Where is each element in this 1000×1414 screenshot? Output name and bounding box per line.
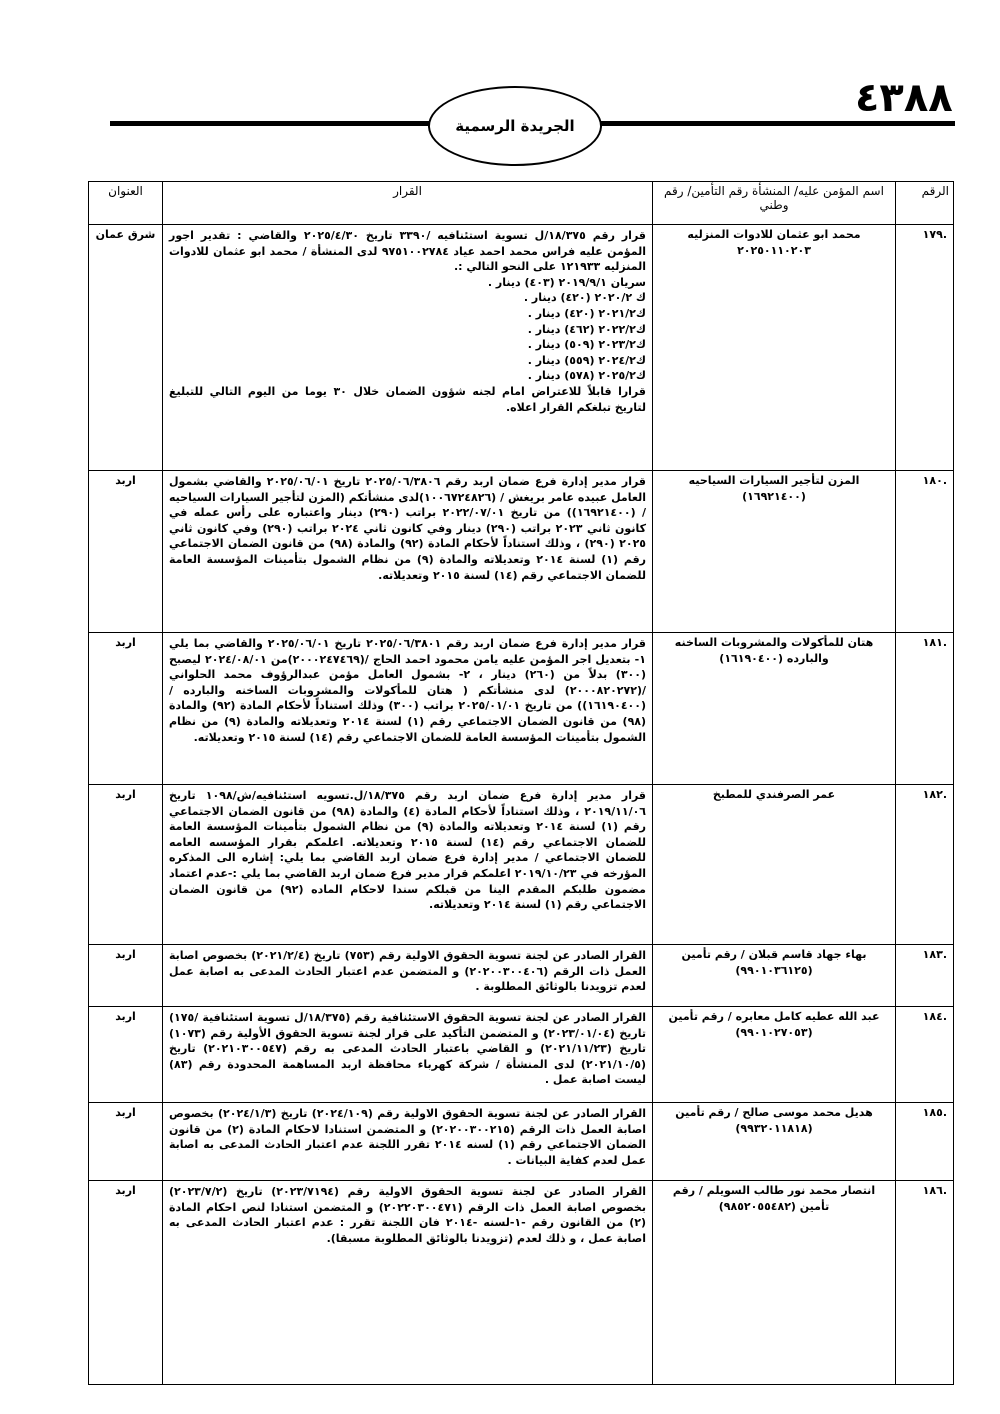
header-name: اسم المؤمن عليه/ المنشأة رقم التأمين/ رقم وطني (653, 182, 896, 225)
decision-line: قرار رقم ١٨/٣٧٥/ل تسوية استئنافيه /٣٣٩٠ تاريخ ٢٠٢٥/٤/٣٠ والقاضي : تقدير اجور المؤمن عليه فراس محمد احمد عياد ٩٧٥١٠٠٢٧٨٤ لدى المنشأة / محمد ابو عثمان للادوات المنزليه ١٢١٩٣٣ على النحو التالي :. (169, 229, 646, 274)
row-number: .١٧٩ (896, 225, 954, 471)
decision-text: قرار مدير إدارة فرع ضمان اربد رقم ٢٠٢٥/٠٦/٣٨٠٦ تاريخ ٢٠٢٥/٠٦/٠١ والقاضي بشمول العامل عبيده عامر بريغش / (١٠٠٦٧٢٤٨٢٦)لدى منشأتكم (المزن لتأجير السيارات السياحيه / (١٦٩٢١٤٠٠)) من تاريخ ٢٠٢٢/٠٧/٠١ براتب (٢٩٠) دينار واعتباره على رأس عمله في كانون ثاني ٢٠٢٣ براتب (٢٩٠) دينار وفي كانون ثاني ٢٠٢٤ براتب (٢٩٠) وفي كانون ثاني ٢٠٢٥ (٢٩٠) ، وذلك استناداً لأحكام المادة (٩٢) والمادة (٩٨) من قانون الضمان الاجتماعي رقم (١) لسنة ٢٠١٤ وتعديلاته والمادة (٩) من نظام الشمول بتأمينات المؤسسة العامة للضمان الاجتماعي رقم (١٤) لسنة ٢٠١٥ وتعديلاته. (163, 471, 653, 633)
address: اربد (89, 633, 163, 785)
row-number: .١٨٥ (896, 1103, 954, 1181)
insured-name: محمد ابو عثمان للادوات المنزليه ٢٠٢٥٠١١٠٢٠٣ (653, 225, 896, 471)
decision-line: ك٢٠٢٥/٢ (٥٧٨) دينار . (527, 369, 646, 383)
decision-text: القرار الصادر عن لجنة تسوية الحقوق الاولية رقم (٢٠٢٣/٧١٩٤) تاريخ (٢٠٢٣/٧/٢) بخصوص اصابة العمل ذات الرقم (٢٠٢٢٠٣٠٠٤٧١) و المتضمن استنادا لنص احكام المادة (٢) من القانون رقم -١-لسنه -٢٠١٤ فان اللجنة تقرر : عدم اعتبار الحادث المدعى به اصابة عمل ، و ذلك لعدم (تزويدنا بالوثائق المطلوبة مسبقا). (163, 1181, 653, 1385)
decisions-table (88, 181, 954, 1385)
row-number: .١٨٣ (896, 945, 954, 1007)
decision-text: قرار مدير إدارة فرع ضمان اربد رقم ٢٠٢٥/٠٦/٣٨٠١ تاريخ ٢٠٢٥/٠٦/٠١ والقاضي بما يلي ١- بتعديل اجر المؤمن عليه يامن محمود احمد الحاج /(٢٠٠٠٢٤٧٤٦٩)من ٢٠٢٤/٠٨/٠١ ليصبح (٣٠٠) بدلاً من (٢٦٠) دينار ، ٢- بشمول العامل مؤمن عبدالرؤوف محمد الحلواني /(٢٠٠٠٨٢٠٢٧٢) لدى منشأتكم ( هتان للمأكولات والمشروبات الساخنه والبارده / (١٦١٩٠٤٠٠)) من تاريخ ٢٠٢٥/٠١/٠١ براتب (٣٠٠) وذلك استناداً لأحكام المادة (٩٢) والمادة (٩٨) من قانون الضمان الاجتماعي رقم (١) لسنة ٢٠١٤ وتعديلاته والمادة (٩) من نظام الشمول بتأمينات المؤسسة العامة للضمان الاجتماعي رقم (١٤) لسنة ٢٠١٥ وتعديلاته. (163, 633, 653, 785)
address: اربد (89, 471, 163, 633)
address: اربد (89, 1181, 163, 1385)
address: شرق عمان (89, 225, 163, 471)
address: اربد (89, 945, 163, 1007)
decision-line: سريان ٢٠١٩/٩/١ (٤٠٣) دينار . (487, 275, 646, 289)
row-number: .١٨٦ (896, 1181, 954, 1385)
insured-name: عبد الله عطيه كامل معابره / رقم تأمين (٩٩٠١٠٢٧٠٥٣) (653, 1007, 896, 1103)
address: اربد (89, 1103, 163, 1181)
row-number: .١٨٢ (896, 785, 954, 945)
row-number: .١٨٤ (896, 1007, 954, 1103)
table-header-row (89, 182, 954, 225)
decision-line: ك٢٠٢٢/٢ (٤٦٢) دينار . (527, 322, 646, 336)
table-row (89, 1007, 954, 1103)
decision-line: ك٢٠٢١/٢ (٤٢٠) دينار . (527, 306, 646, 320)
decision-line: ك٢٠٢٣/٢ (٥٠٩) دينار . (527, 338, 646, 352)
address: اربد (89, 785, 163, 945)
insured-name: بهاء جهاد قاسم قبلان / رقم تأمين (٩٩٠١٠٣٦١٢٥) (653, 945, 896, 1007)
page-number: ٤٣٨٨ (855, 75, 953, 121)
header-num: الرقم (896, 182, 954, 225)
decision-text: القرار الصادر عن لجنة تسوية الحقوق الاولية رقم (٧٥٣) تاريخ (٢٠٢١/٢/٤) بخصوص اصابة العمل ذات الرقم (٢٠٢٠٠٣٠٠٤٠٦) و المتضمن عدم اعتبار الحادث المدعى به اصابة عمل لعدم تزويدنا بالوثائق المطلوبة . (163, 945, 653, 1007)
row-number: .١٨٠ (896, 471, 954, 633)
table-row (89, 471, 954, 633)
insured-name: عمر الصرفندي للمطبخ (653, 785, 896, 945)
insured-name: انتصار محمد نور طالب السويلم / رقم تأمين (٩٨٥٢٠٥٥٤٨٢) (653, 1181, 896, 1385)
insured-name: هديل محمد موسى صالح / رقم تأمين (٩٩٣٢٠١١٨١٨) (653, 1103, 896, 1181)
table-row (89, 785, 954, 945)
decision-text: القرار الصادر عن لجنة تسوية الحقوق الاستئنافية رقم (١٨/٣٧٥/ل تسوية استئنافية /١٧٥) تاريخ (٢٠٢٣/٠١/٠٤) و المتضمن التأكيد على قرار لجنة تسوية الحقوق الأولية رقم (١٠٧٣) تاريخ (٢٠٢١/١١/٢٣) و القاضي باعتبار الحادث المدعى به رقم (٢٠٢١٠٣٠٠٥٤٧) تاريخ (٢٠٢١/١٠/٥) لدى المنشأة / شركة كهرباء محافظة اربد المساهمة المحدودة رقم (٨٣) ليست اصابة عمل . (163, 1007, 653, 1103)
table-row (89, 1103, 954, 1181)
decision-line: ك٢٠٢٤/٢ (٥٥٩) دينار . (527, 353, 646, 367)
table-row (89, 225, 954, 471)
table-row (89, 1181, 954, 1385)
insured-name: هتان للمأكولات والمشروبات الساخنه والبارده (١٦١٩٠٤٠٠) (653, 633, 896, 785)
row-number: .١٨١ (896, 633, 954, 785)
insured-name: المزن لتأجير السيارات السياحيه (١٦٩٢١٤٠٠) (653, 471, 896, 633)
header-decision: القرار (163, 182, 653, 225)
decision-line: قرارا قابلاً للاعتراض امام لجنه شؤون الضمان خلال ٣٠ يوما من اليوم التالي للتبليغ لتاريخ تبلغكم القرار اعلاه. (169, 384, 646, 414)
table-row (89, 945, 954, 1007)
gazette-title (428, 86, 602, 166)
decision-text: القرار الصادر عن لجنة تسوية الحقوق الاولية رقم (٢٠٢٤/١٠٩) تاريخ (٢٠٢٤/١/٣) بخصوص اصابة العمل ذات الرقم (٢٠٢٠٠٣٠٠٢١٥) و المتضمن استنادا لاحكام المادة (٢) من قانون الضمان الاجتماعي رقم (١) لسنه ٢٠١٤ تقرر اللجنة عدم اعتبار الحادث المدعى به اصابة عمل لعدم كفاية البيانات . (163, 1103, 653, 1181)
header-address: العنوان (89, 182, 163, 225)
decision-text (163, 225, 653, 471)
address: اربد (89, 1007, 163, 1103)
decisions-table-wrap (88, 181, 949, 1385)
gazette-title-text: الجريدة الرسمية (455, 117, 575, 135)
decision-text: قرار مدير إدارة فرع ضمان اربد رقم ١٨/٣٧٥/ل.تسويه استئنافيه/ش/١٠٩٨ تاريخ ٢٠١٩/١١/٠٦ ، وذلك استناداً لأحكام المادة (٤) والمادة (٩٨) من قانون الضمان الاجتماعي رقم (١) لسنة ٢٠١٤ وتعديلاته والمادة (٩) من نظام الشمول بتأمينات المؤسسة العامة للضمان الاجتماعي رقم (١٤) لسنة ٢٠١٥ وتعديلاته. اعلمكم بقرار المؤسسه العامه للضمان الاجتماعي / مدير إدارة فرع ضمان اربد القاضي بما يلي: إشاره الى المذكره المؤرخه في ٢٠١٩/١٠/٢٣ اعلمكم قرار مدير فرع ضمان اربد القاضي بما يلي :-عدم اعتماد مضمون طلبكم المقدم الينا من قبلكم سندا لاحكام الماده (٩٢) من قانون الضمان الاجتماعي رقم (١) لسنة ٢٠١٤ وتعديلاته. (163, 785, 653, 945)
decision-line: ك ٢٠٢٠/٢ (٤٢٠) دينار . (523, 291, 646, 305)
table-row (89, 633, 954, 785)
